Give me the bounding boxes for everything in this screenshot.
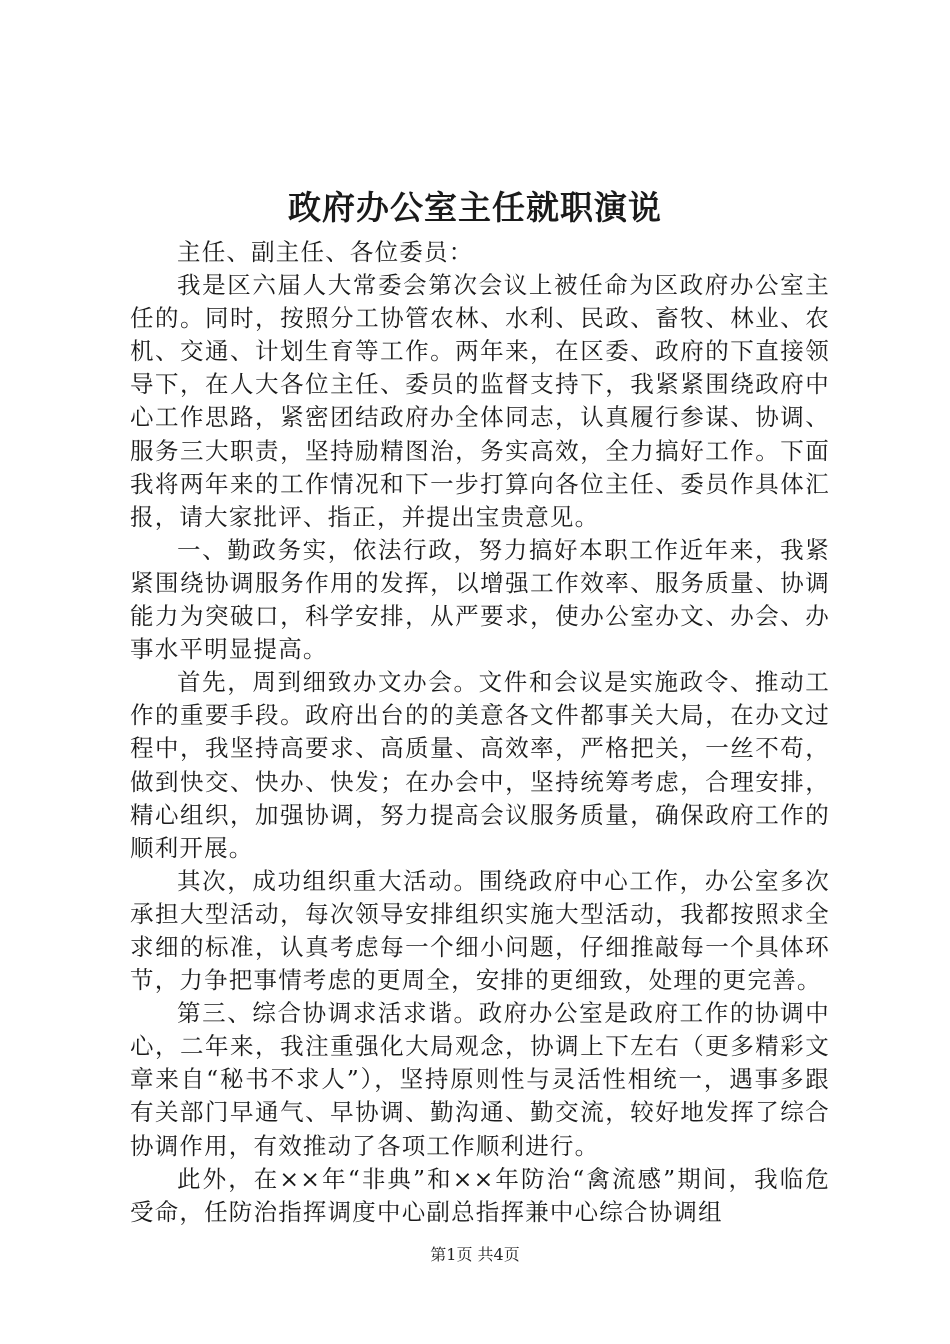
document-title: 政府办公室主任就职演说 — [288, 188, 662, 227]
paragraph-third: 第三、综合协调求活求谐。政府办公室是政府工作的协调中心，二年来，我注重强化大局观念，协调上下左右（更多精彩文章来自“秘书不求人”），坚持原则性与灵活性相统一，遇事多跟有关部门早通气、早协调、勤沟通、勤交流，较好地发挥了综合协调作用，有效推动了各项工作顺利进行。 — [130, 999, 830, 1160]
paragraph-additionally: 此外，在××年“非典”和××年防治“禽流感”期间，我临危受命，任防治指挥调度中心副总指挥兼中心综合协调组 — [130, 1164, 830, 1226]
paragraph-section-one: 一、勤政务实，依法行政，努力搞好本职工作近年来，我紧紧围绕协调服务作用的发挥，以增强工作效率、服务质量、协调能力为突破口，科学安排，从严要求，使办公室办文、办会、办事水平明显提高。 — [130, 535, 830, 664]
salutation: 主任、副主任、各位委员： — [177, 238, 474, 266]
document-body — [130, 236, 830, 1229]
page-number-footer: 第1页 共4页 — [430, 1245, 520, 1264]
paragraph-first: 首先，周到细致办文办会。文件和会议是实施政令、推动工作的重要手段。政府出台的的美意各文件都事关大局，在办文过程中，我坚持高要求、高质量、高效率，严格把关，一丝不苟，做到快交、快办、快发；在办会中，坚持统筹考虑，合理安排，精心组织，加强协调，努力提高会议服务质量，确保政府工作的顺利开展。 — [130, 668, 830, 862]
paragraph-intro: 我是区六届人大常委会第次会议上被任命为区政府办公室主任的。同时，按照分工协管农林、水利、民政、畜牧、林业、农机、交通、计划生育等工作。两年来，在区委、政府的下直接领导下，在人大各位主任、委员的监督支持下，我紧紧围绕政府中心工作思路，紧密团结政府办全体同志，认真履行参谋、协调、服务三大职责，坚持励精图治，务实高效，全力搞好工作。下面我将两年来的工作情况和下一步打算向各位主任、委员作具体汇报，请大家批评、指正，并提出宝贵意见。 — [130, 271, 830, 531]
paragraph-second: 其次，成功组织重大活动。围绕政府中心工作，办公室多次承担大型活动，每次领导安排组织实施大型活动，我都按照求全求细的标准，认真考虑每一个细小问题，仔细推敲每一个具体环节，力争把事情考虑的更周全，安排的更细致，处理的更完善。 — [130, 866, 830, 995]
